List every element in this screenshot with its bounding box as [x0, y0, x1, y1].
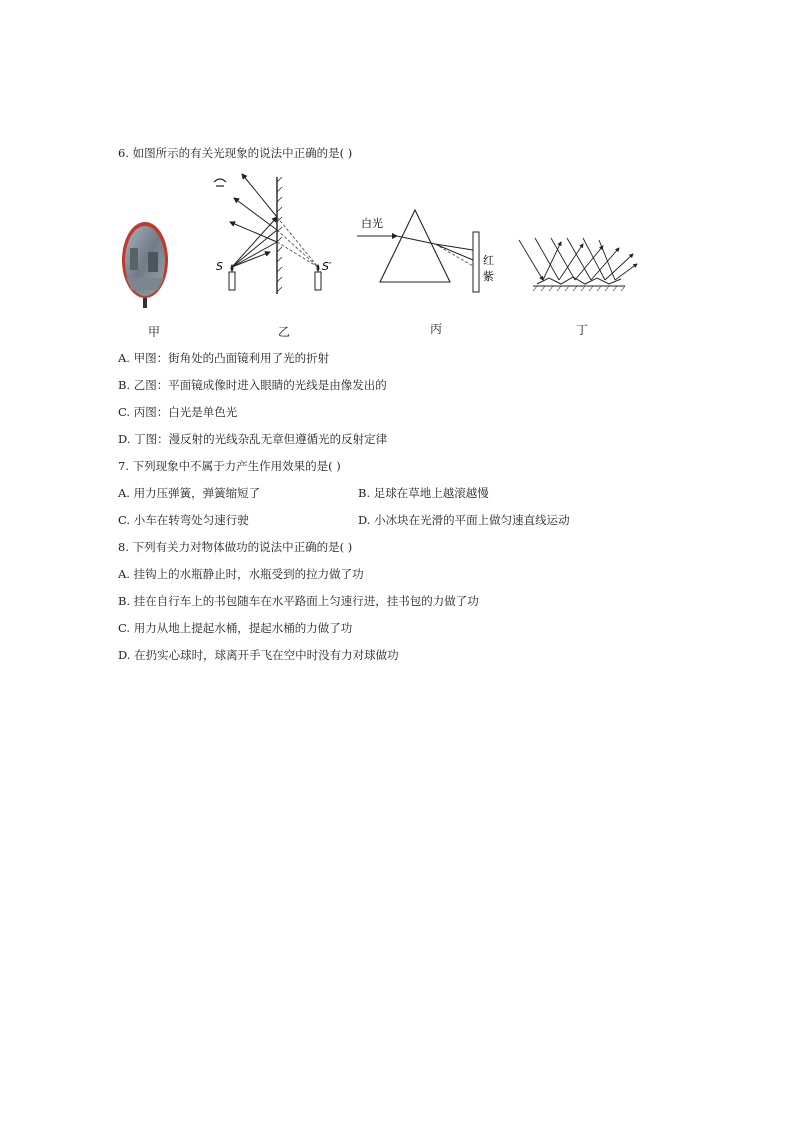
- q8-stem: 8. 下列有关力对物体做功的说法中正确的是( ): [118, 540, 353, 554]
- prism-figure: [355, 200, 505, 300]
- q8-option-b: B. 挂在自行车上的书包随车在水平路面上匀速行进，挂书包的力做了功: [118, 594, 479, 608]
- figure-label-jia: 甲: [148, 325, 161, 339]
- q8-option-c: C. 用力从地上提起水桶，提起水桶的力做了功: [118, 621, 353, 635]
- figure-label-ding: 丁: [576, 323, 589, 337]
- q8-option-d: D. 在扔实心球时，球离开手飞在空中时没有力对球做功: [118, 648, 399, 662]
- convex-mirror-figure: [118, 218, 174, 308]
- q6-option-a: A. 甲图：街角处的凸面镜利用了光的折射: [118, 351, 330, 365]
- label-white-light: 白光: [361, 217, 383, 230]
- plane-mirror-figure: [210, 172, 340, 297]
- label-s: S: [216, 260, 223, 273]
- label-s-prime: S′: [322, 260, 332, 273]
- q7-option-c: C. 小车在转弯处匀速行驶: [118, 513, 249, 527]
- q7-option-a: A. 用力压弹簧，弹簧缩短了: [118, 486, 261, 500]
- diffuse-reflection-figure: [515, 234, 640, 294]
- figure-label-yi: 乙: [278, 325, 291, 339]
- q6-option-c: C. 丙图：白光是单色光: [118, 405, 238, 419]
- q7-option-d: D. 小冰块在光滑的平面上做匀速直线运动: [358, 513, 570, 527]
- q7-stem: 7. 下列现象中不属于力产生作用效果的是( ): [118, 459, 341, 473]
- q8-option-a: A. 挂钩上的水瓶静止时，水瓶受到的拉力做了功: [118, 567, 364, 581]
- q6-stem: 6. 如图所示的有关光现象的说法中正确的是( ): [118, 146, 353, 160]
- q7-option-b: B. 足球在草地上越滚越慢: [358, 486, 489, 500]
- label-red: 红: [483, 254, 494, 267]
- q6-option-d: D. 丁图：漫反射的光线杂乱无章但遵循光的反射定律: [118, 432, 388, 446]
- label-purple: 紫: [483, 270, 494, 283]
- q6-option-b: B. 乙图：平面镜成像时进入眼睛的光线是由像发出的: [118, 378, 387, 392]
- figure-label-bing: 丙: [430, 322, 443, 336]
